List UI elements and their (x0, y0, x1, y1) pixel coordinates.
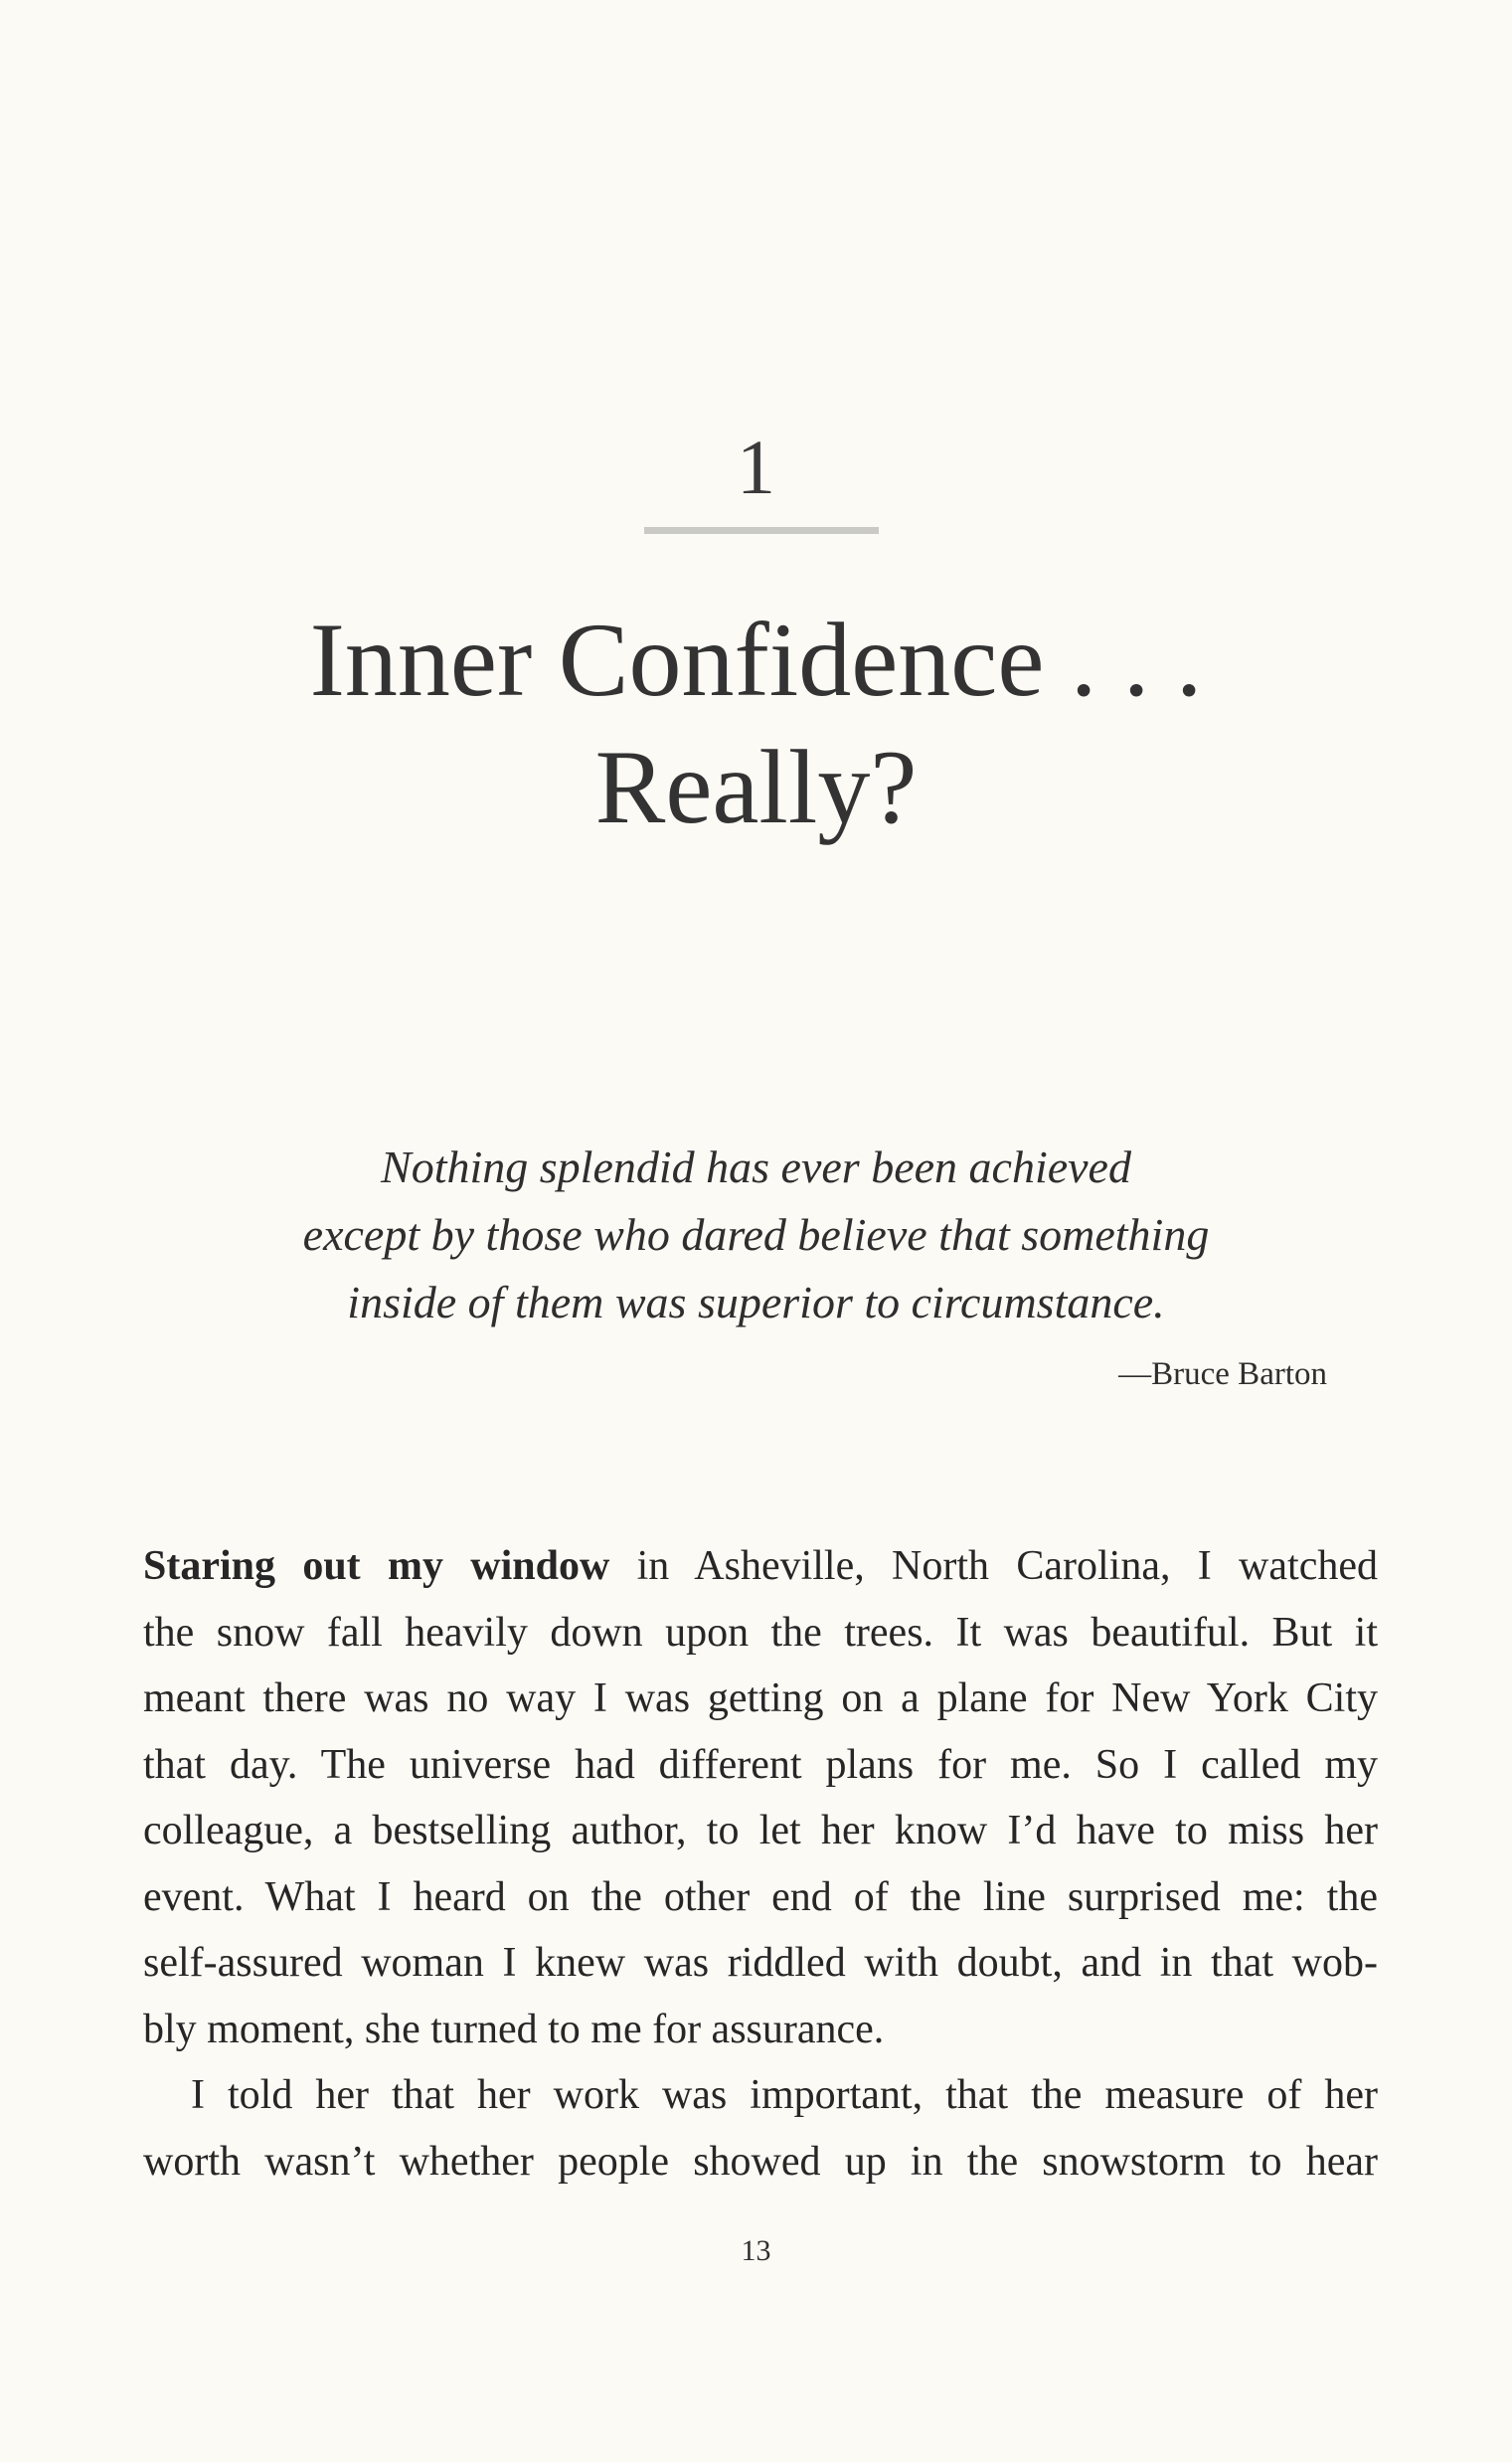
body-line: the snow fall heavily down upon the trees. It was beautiful. But it (143, 1609, 1378, 1656)
body-line: self-assured woman I knew was riddled with doubt, and in that wob- (143, 1940, 1378, 1986)
chapter-title-line: Inner Confidence . . . (309, 602, 1203, 718)
body-line: event. What I heard on the other end of the line surprised me: the (143, 1873, 1378, 1920)
epigraph-line: Nothing splendid has ever been achieved (381, 1142, 1131, 1192)
body-line (143, 1533, 1378, 1600)
body-line: that day. The universe had different plans for me. So I called my (143, 1741, 1378, 1788)
body-line: I told her that her work was important, that the measure of her (191, 2072, 1378, 2118)
epigraph-line: inside of them was superior to circumstance. (347, 1277, 1165, 1327)
chapter-number: 1 (737, 424, 775, 510)
page-number: 13 (741, 2234, 771, 2267)
chapter-rule (644, 527, 879, 534)
chapter-title-line: Really? (594, 729, 918, 845)
body-line: meant there was no way I was getting on a plane for New York City (143, 1675, 1378, 1721)
body-line: colleague, a bestselling author, to let her know I’d have to miss her (143, 1808, 1378, 1853)
epigraph-attribution: —Bruce Barton (1118, 1356, 1327, 1392)
body-line: bly moment, she turned to me for assurance. (143, 2006, 885, 2052)
lead-in: Staring out my window (143, 1543, 610, 1589)
epigraph (0, 1134, 1512, 1336)
body-line: worth wasn’t whether people showed up in the snowstorm to hear (143, 2138, 1378, 2185)
body-line-text: in Asheville, North Carolina, I watched (609, 1543, 1378, 1589)
epigraph-line: except by those who dared believe that something (302, 1209, 1210, 1260)
body-text (143, 1533, 1378, 2195)
chapter-title (0, 597, 1512, 851)
